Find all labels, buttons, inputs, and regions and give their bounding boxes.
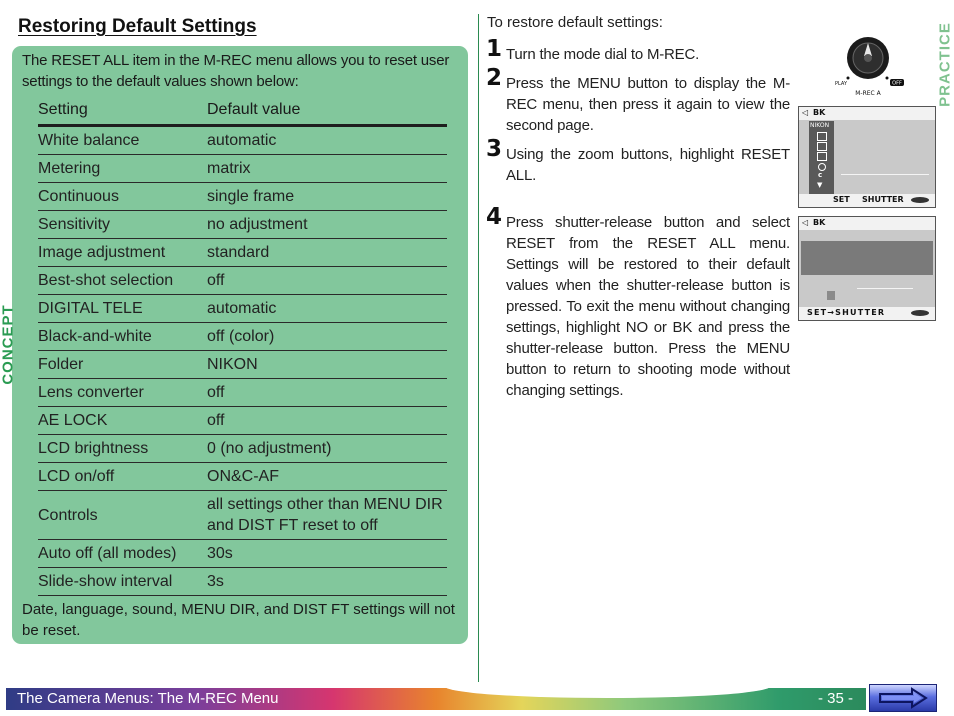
panel-intro: The RESET ALL item in the M-REC menu allows you to reset user settings to the default values shown below: [22, 52, 450, 90]
setting-name: Slide-show interval [38, 568, 207, 596]
setting-name: AE LOCK [38, 407, 207, 435]
lcd-screen-reset [798, 216, 936, 321]
back-arrow-icon: ◁ [802, 108, 809, 117]
lcd-bottom-bar [799, 307, 935, 320]
setting-name: White balance [38, 126, 207, 155]
setting-name: Best-shot selection [38, 267, 207, 295]
setting-default: 0 (no adjustment) [207, 435, 447, 463]
concept-side-label: CONCEPT [0, 304, 17, 385]
table-row [38, 491, 447, 540]
lcd-icon-strip [809, 121, 834, 197]
page-number: - 35 - [818, 690, 854, 707]
setting-default: off [207, 267, 447, 295]
setting-default: no adjustment [207, 211, 447, 239]
step-text: Turn the mode dial to M-REC. [506, 46, 700, 63]
setting-default: matrix [207, 155, 447, 183]
table-row [38, 407, 447, 435]
setting-name: Black-and-white [38, 323, 207, 351]
scroll-down-icon: ▼ [817, 181, 823, 189]
step-text: Press the MENU button to display the M-REC menu, then press it again to view the second page. [506, 75, 790, 134]
shutter-button-icon [911, 197, 929, 203]
header-setting: Setting [38, 96, 207, 126]
table-row [38, 295, 447, 323]
step-text: Press shutter-release button and select RESET from the RESET ALL menu. Settings will be restored to their default values when the shutter-release button is pressed. To exit the menu without changing settings, highlight NO or BK and press the shutter-release button. Press the MENU button to return to shooting mode without changing settings. [506, 214, 790, 399]
lcd-cursor-icon [827, 291, 835, 300]
step-3 [486, 136, 790, 186]
folder-icon [817, 142, 827, 151]
setting-name: Folder [38, 351, 207, 379]
shutter-button-icon [911, 310, 929, 316]
lcd-reset-highlight [801, 241, 933, 275]
setting-name: DIGITAL TELE [38, 295, 207, 323]
lcd-bk-label: BK [813, 108, 826, 117]
setting-default: ON&C-AF [207, 463, 447, 491]
lcd-nikon-tag: NIKON [810, 122, 830, 129]
lcd-option-line [857, 288, 913, 289]
lcd-highlight-line [841, 174, 929, 175]
mode-dial-icon [828, 34, 908, 98]
setting-name: Continuous [38, 183, 207, 211]
lens-icon [818, 163, 826, 171]
lcd-top-bar [799, 107, 935, 120]
dial-off-label: OFF [892, 80, 902, 87]
step-number: 1 [486, 36, 503, 62]
lcd-bottom-bar [799, 194, 935, 207]
folder-icon [817, 132, 827, 141]
next-page-button[interactable] [869, 684, 937, 712]
setting-default: off [207, 407, 447, 435]
setting-name: LCD on/off [38, 463, 207, 491]
right-arrow-icon [870, 685, 936, 711]
setting-name: LCD brightness [38, 435, 207, 463]
setting-default: all settings other than MENU DIR and DIST FT reset to off [207, 491, 447, 540]
table-body [38, 126, 447, 596]
step-number: 4 [486, 204, 503, 230]
lcd-screen-menu [798, 106, 936, 208]
table-row [38, 379, 447, 407]
practice-side-label: PRACTICE [936, 22, 954, 107]
step-1 [486, 36, 790, 65]
back-arrow-icon: ◁ [802, 218, 809, 227]
step-4 [486, 204, 790, 401]
table-row [38, 267, 447, 295]
panel-note: Date, language, sound, MENU DIR, and DIST FT settings will not be reset. [22, 601, 455, 639]
table-header-row [38, 96, 447, 126]
setting-name: Controls [38, 491, 207, 540]
setting-name: Lens converter [38, 379, 207, 407]
lcd-set-label: SET [833, 195, 850, 204]
header-default-value: Default value [207, 96, 447, 126]
dial-mrec-label: M-REC A [855, 90, 881, 97]
setting-default: automatic [207, 126, 447, 155]
table-row [38, 540, 447, 568]
restore-intro: To restore default settings: [487, 14, 663, 31]
step-number: 2 [486, 65, 503, 91]
setting-name: Metering [38, 155, 207, 183]
table-row [38, 183, 447, 211]
setting-default: off [207, 379, 447, 407]
lcd-bk-label: BK [813, 218, 826, 227]
c-af-icon: c [818, 171, 823, 179]
setting-default: automatic [207, 295, 447, 323]
step-2 [486, 65, 790, 136]
table-row [38, 351, 447, 379]
table-row [38, 323, 447, 351]
section-title: Restoring Default Settings [18, 16, 257, 37]
table-row [38, 126, 447, 155]
setting-default: single frame [207, 183, 447, 211]
setting-name: Image adjustment [38, 239, 207, 267]
column-divider [478, 14, 479, 682]
folder-icon [817, 152, 827, 161]
table-row [38, 463, 447, 491]
setting-name: Sensitivity [38, 211, 207, 239]
dial-play-label: PLAY [835, 81, 848, 87]
step-text: Using the zoom buttons, highlight RESET ALL. [506, 146, 790, 184]
setting-default: 30s [207, 540, 447, 568]
default-settings-table [38, 96, 447, 596]
table-row [38, 239, 447, 267]
table-row [38, 568, 447, 596]
setting-default: NIKON [207, 351, 447, 379]
table-row [38, 155, 447, 183]
lcd-top-bar [799, 217, 935, 230]
setting-name: Auto off (all modes) [38, 540, 207, 568]
footer-title: The Camera Menus: The M-REC Menu [17, 690, 279, 707]
table-row [38, 211, 447, 239]
setting-default: 3s [207, 568, 447, 596]
setting-default: off (color) [207, 323, 447, 351]
step-number: 3 [486, 136, 503, 162]
lcd-set-shutter-label: SET→SHUTTER [807, 308, 886, 317]
table-row [38, 435, 447, 463]
setting-default: standard [207, 239, 447, 267]
lcd-shutter-label: SHUTTER [862, 195, 904, 204]
